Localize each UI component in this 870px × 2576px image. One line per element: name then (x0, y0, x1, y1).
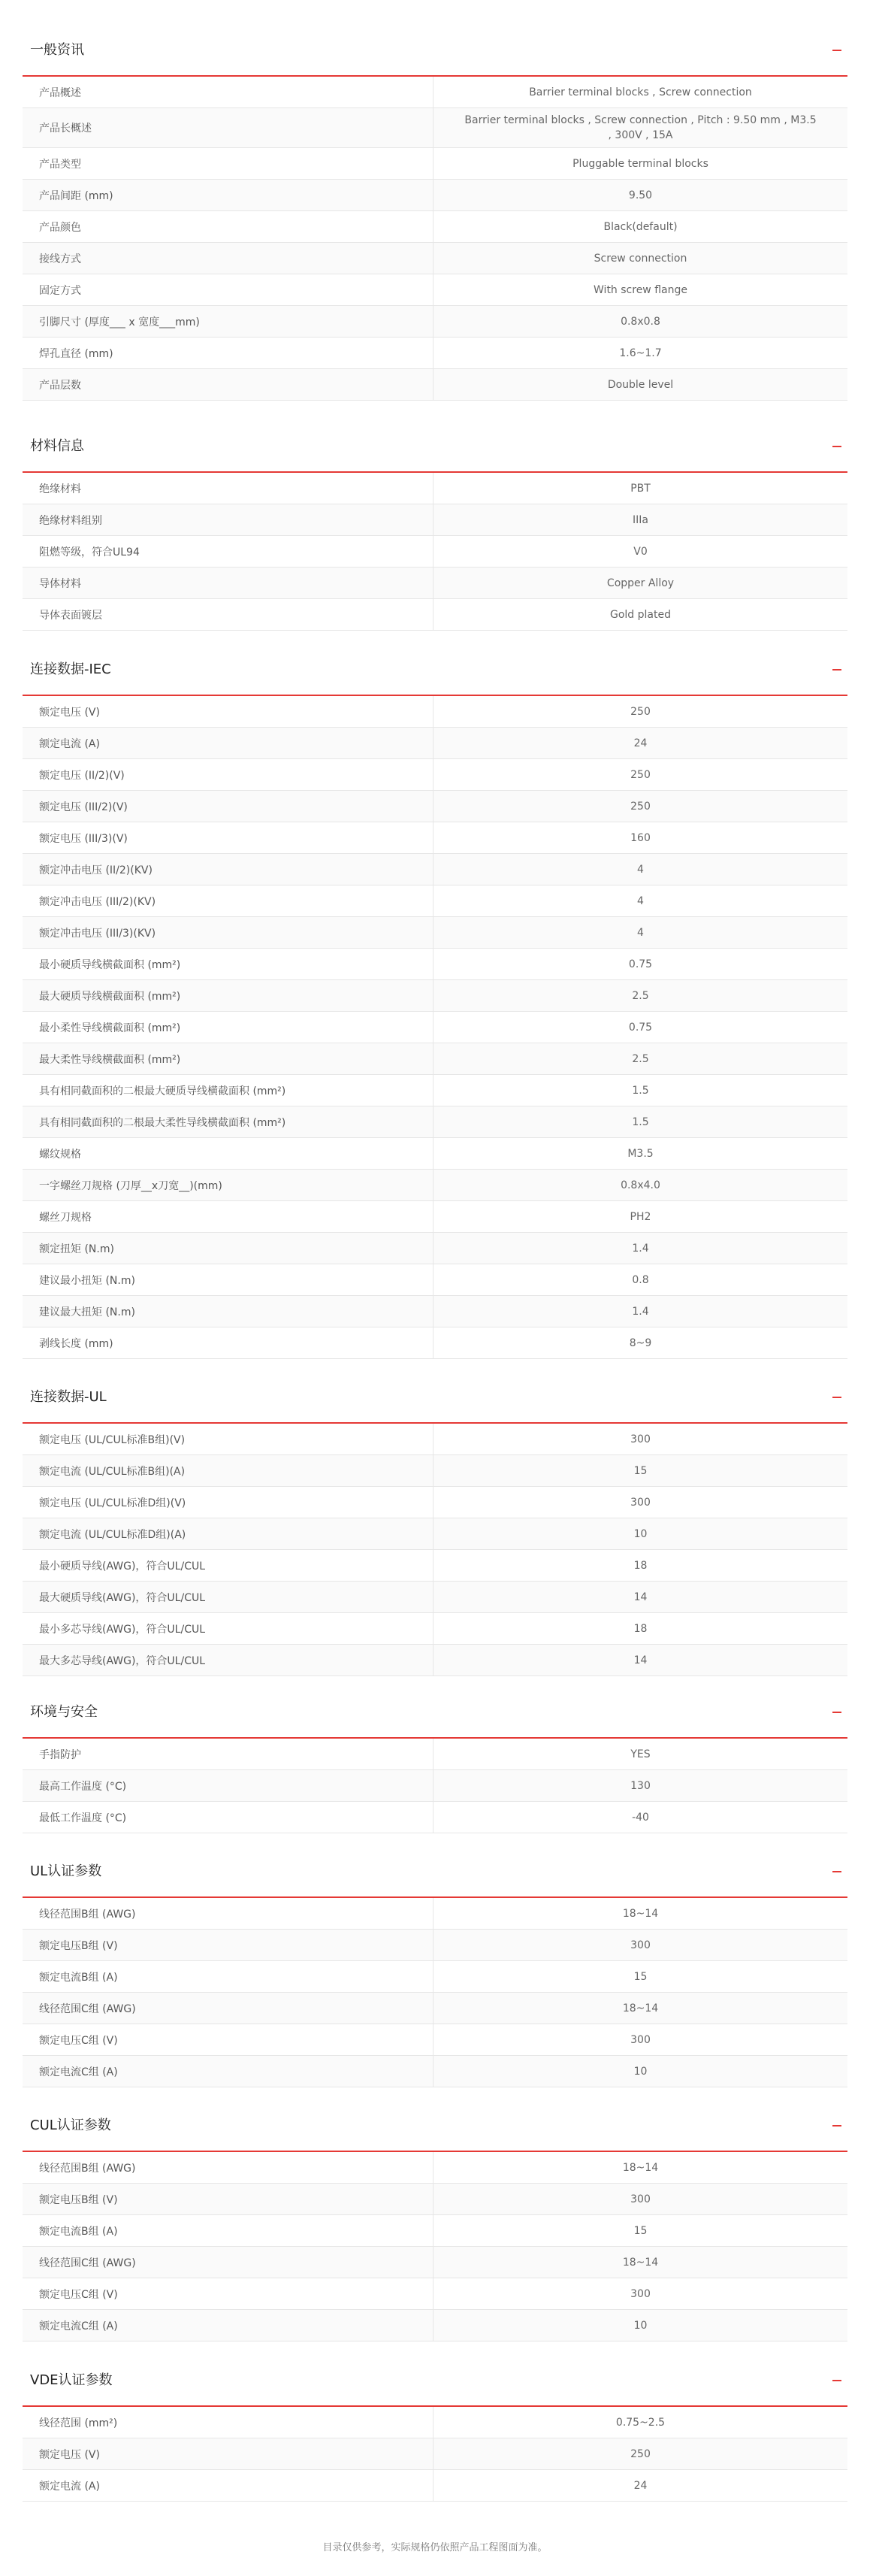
spec-label: 额定电流 (UL/CUL标准B组)(A) (23, 1455, 433, 1487)
spec-label: 额定电压B组 (V) (23, 2184, 433, 2215)
table-row (23, 854, 847, 885)
spec-value: 300 (433, 2184, 848, 2215)
collapse-icon[interactable] (832, 669, 841, 670)
spec-label: 阻燃等级，符合UL94 (23, 536, 433, 568)
table-row (23, 980, 847, 1012)
spec-table (23, 473, 847, 631)
spec-label: 具有相同截面积的二根最大硬质导线横截面积 (mm²) (23, 1075, 433, 1106)
spec-label: 具有相同截面积的二根最大柔性导线横截面积 (mm²) (23, 1106, 433, 1138)
section-header[interactable] (23, 36, 847, 77)
spec-label: 额定冲击电压 (III/3)(KV) (23, 917, 433, 949)
spec-value: 160 (433, 822, 848, 854)
table-row (23, 599, 847, 631)
table-row (23, 1487, 847, 1518)
spec-label: 线径范围B组 (AWG) (23, 2152, 433, 2184)
table-row (23, 949, 847, 980)
spec-label: 最低工作温度 (°C) (23, 1802, 433, 1833)
spec-value: IIIa (433, 504, 848, 536)
spec-label: 固定方式 (23, 274, 433, 306)
disclaimer-text: 目录仅供参考，实际规格仍依照产品工程图面为准。 (322, 2542, 548, 2553)
spec-value: 4 (433, 885, 848, 917)
section-header[interactable] (23, 1383, 847, 1424)
spec-table (23, 696, 847, 1359)
table-row (23, 1012, 847, 1043)
spec-value: 4 (433, 917, 848, 949)
spec-label: 产品概述 (23, 77, 433, 108)
table-row (23, 1518, 847, 1550)
spec-label: 线径范围B组 (AWG) (23, 1898, 433, 1930)
section-header[interactable] (23, 1698, 847, 1739)
table-row (23, 696, 847, 728)
spec-value: 18 (433, 1550, 848, 1582)
collapse-icon[interactable] (832, 446, 841, 447)
table-row (23, 1106, 847, 1138)
spec-value: 9.50 (433, 180, 848, 211)
spec-value: 0.8x4.0 (433, 1170, 848, 1201)
table-row (23, 1613, 847, 1645)
spec-value: 300 (433, 2278, 848, 2310)
spec-label: 接线方式 (23, 243, 433, 274)
table-row (23, 77, 847, 108)
spec-value: 10 (433, 1518, 848, 1550)
spec-value: With screw flange (433, 274, 848, 306)
spec-label: 额定电流 (A) (23, 2470, 433, 2502)
spec-value: Black(default) (433, 211, 848, 243)
table-row (23, 473, 847, 504)
spec-label: 额定电压 (III/2)(V) (23, 791, 433, 822)
spec-table (23, 1739, 847, 1833)
spec-label: 额定电流B组 (A) (23, 1961, 433, 1993)
table-row (23, 148, 847, 180)
section-header[interactable] (23, 432, 847, 473)
spec-value: 0.75 (433, 949, 848, 980)
spec-table (23, 1898, 847, 2087)
spec-label: 最高工作温度 (°C) (23, 1770, 433, 1802)
spec-value: 250 (433, 2438, 848, 2470)
spec-value: 10 (433, 2056, 848, 2087)
spec-value: 15 (433, 1455, 848, 1487)
spec-label: 建议最小扭矩 (N.m) (23, 1264, 433, 1296)
table-row (23, 791, 847, 822)
spec-label: 产品长概述 (23, 108, 433, 148)
spec-label: 一字螺丝刀规格 (刀厚__x刀宽__)(mm) (23, 1170, 433, 1201)
spec-value: Double level (433, 369, 848, 401)
spec-label: 引脚尺寸 (厚度___ x 宽度___mm) (23, 306, 433, 338)
table-row (23, 274, 847, 306)
table-row (23, 2407, 847, 2438)
spec-value: Copper Alloy (433, 568, 848, 599)
spec-value: 250 (433, 759, 848, 791)
table-row (23, 2310, 847, 2341)
table-row (23, 211, 847, 243)
spec-value: 1.5 (433, 1106, 848, 1138)
spec-label: 额定电压 (UL/CUL标准B组)(V) (23, 1424, 433, 1455)
table-row (23, 1582, 847, 1613)
spec-value: 300 (433, 1424, 848, 1455)
spec-value: 15 (433, 2215, 848, 2247)
table-row (23, 1043, 847, 1075)
section-title: 一般资讯 (30, 42, 84, 58)
section-title: 环境与安全 (30, 1704, 98, 1720)
spec-label: 额定电压 (UL/CUL标准D组)(V) (23, 1487, 433, 1518)
spec-label: 螺纹规格 (23, 1138, 433, 1170)
spec-label: 导体材料 (23, 568, 433, 599)
spec-value: 14 (433, 1582, 848, 1613)
spec-value: 0.75~2.5 (433, 2407, 848, 2438)
spec-label: 线径范围 (mm²) (23, 2407, 433, 2438)
section-title: 连接数据-UL (30, 1389, 107, 1405)
spec-label: 额定电流B组 (A) (23, 2215, 433, 2247)
spec-value: 250 (433, 791, 848, 822)
table-row (23, 1327, 847, 1359)
spec-value: 18~14 (433, 2152, 848, 2184)
spec-label: 额定电压 (II/2)(V) (23, 759, 433, 791)
section-title: VDE认证参数 (30, 2372, 113, 2388)
section-connection-ul (23, 1383, 847, 1676)
spec-value: 8~9 (433, 1327, 848, 1359)
spec-value: V0 (433, 536, 848, 568)
spec-table (23, 1424, 847, 1676)
table-row (23, 917, 847, 949)
table-row (23, 2024, 847, 2056)
spec-value: Screw connection (433, 243, 848, 274)
table-row (23, 1550, 847, 1582)
table-row (23, 1170, 847, 1201)
table-row (23, 180, 847, 211)
table-row (23, 504, 847, 536)
collapse-icon[interactable] (832, 2125, 841, 2126)
collapse-icon[interactable] (832, 1871, 841, 1872)
spec-label: 额定电流 (UL/CUL标准D组)(A) (23, 1518, 433, 1550)
spec-value: 1.4 (433, 1296, 848, 1327)
table-row (23, 822, 847, 854)
table-row (23, 536, 847, 568)
table-row (23, 2278, 847, 2310)
collapse-icon[interactable] (832, 2380, 841, 2381)
spec-label: 额定电流C组 (A) (23, 2056, 433, 2087)
table-row (23, 108, 847, 148)
table-row (23, 1645, 847, 1676)
spec-label: 最小硬质导线(AWG)，符合UL/CUL (23, 1550, 433, 1582)
spec-table (23, 77, 847, 401)
spec-label: 额定电压 (V) (23, 696, 433, 728)
spec-value: 2.5 (433, 980, 848, 1012)
table-row (23, 2152, 847, 2184)
spec-value: 14 (433, 1645, 848, 1676)
spec-label: 螺丝刀规格 (23, 1201, 433, 1233)
table-row (23, 338, 847, 369)
spec-table (23, 2152, 847, 2341)
spec-value: M3.5 (433, 1138, 848, 1170)
spec-label: 最小多芯导线(AWG)，符合UL/CUL (23, 1613, 433, 1645)
table-row (23, 2247, 847, 2278)
spec-value: 24 (433, 2470, 848, 2502)
table-row (23, 369, 847, 401)
spec-label: 额定电压 (III/3)(V) (23, 822, 433, 854)
spec-label: 额定电压B组 (V) (23, 1930, 433, 1961)
table-row (23, 1802, 847, 1833)
section-title: 材料信息 (30, 438, 84, 454)
spec-value: 1.6~1.7 (433, 338, 848, 369)
table-row (23, 2215, 847, 2247)
spec-label: 最大硬质导线横截面积 (mm²) (23, 980, 433, 1012)
spec-value: 1.5 (433, 1075, 848, 1106)
section-material-info (23, 432, 847, 631)
table-row (23, 306, 847, 338)
spec-value: 18~14 (433, 1993, 848, 2024)
spec-label: 额定电压C组 (V) (23, 2278, 433, 2310)
section-general-info (23, 36, 847, 401)
table-row (23, 1233, 847, 1264)
spec-label: 线径范围C组 (AWG) (23, 1993, 433, 2024)
section-ul-certification (23, 1857, 847, 2087)
spec-label: 剥线长度 (mm) (23, 1327, 433, 1359)
table-row (23, 1296, 847, 1327)
spec-value: PBT (433, 473, 848, 504)
table-row (23, 243, 847, 274)
spec-value: YES (433, 1739, 848, 1770)
table-row (23, 1770, 847, 1802)
spec-value: -40 (433, 1802, 848, 1833)
spec-label: 绝缘材料 (23, 473, 433, 504)
table-row (23, 1201, 847, 1233)
table-row (23, 885, 847, 917)
section-cul-certification (23, 2111, 847, 2341)
spec-value: 10 (433, 2310, 848, 2341)
spec-label: 线径范围C组 (AWG) (23, 2247, 433, 2278)
spec-label: 产品颜色 (23, 211, 433, 243)
spec-label: 额定电流 (A) (23, 728, 433, 759)
section-title: CUL认证参数 (30, 2117, 111, 2133)
spec-label: 手指防护 (23, 1739, 433, 1770)
spec-value: 1.4 (433, 1233, 848, 1264)
spec-label: 额定电压 (V) (23, 2438, 433, 2470)
section-connection-iec (23, 655, 847, 1359)
spec-label: 导体表面镀层 (23, 599, 433, 631)
table-row (23, 1264, 847, 1296)
spec-label: 额定电流C组 (A) (23, 2310, 433, 2341)
section-header[interactable] (23, 1857, 847, 1898)
spec-value: 130 (433, 1770, 848, 1802)
spec-value: Gold plated (433, 599, 848, 631)
section-title: UL认证参数 (30, 1863, 102, 1879)
spec-value: 4 (433, 854, 848, 885)
table-row (23, 1424, 847, 1455)
spec-value: Pluggable terminal blocks (433, 148, 848, 180)
spec-value: 300 (433, 2024, 848, 2056)
table-row (23, 1898, 847, 1930)
spec-value: PH2 (433, 1201, 848, 1233)
spec-label: 最小硬质导线横截面积 (mm²) (23, 949, 433, 980)
spec-value: 0.8 (433, 1264, 848, 1296)
table-row (23, 1739, 847, 1770)
table-row (23, 1961, 847, 1993)
spec-value: 250 (433, 696, 848, 728)
spec-label: 产品间距 (mm) (23, 180, 433, 211)
spec-value: 2.5 (433, 1043, 848, 1075)
table-row (23, 1930, 847, 1961)
section-environment-safety (23, 1698, 847, 1833)
spec-value: 18 (433, 1613, 848, 1645)
spec-value: 15 (433, 1961, 848, 1993)
table-row (23, 2184, 847, 2215)
collapse-icon[interactable] (832, 1397, 841, 1398)
spec-value: 300 (433, 1930, 848, 1961)
table-row (23, 2056, 847, 2087)
section-title: 连接数据-IEC (30, 661, 111, 677)
spec-label: 最小柔性导线横截面积 (mm²) (23, 1012, 433, 1043)
spec-label: 产品类型 (23, 148, 433, 180)
spec-label: 额定冲击电压 (III/2)(KV) (23, 885, 433, 917)
spec-table (23, 2407, 847, 2502)
table-row (23, 2470, 847, 2502)
spec-label: 额定冲击电压 (II/2)(KV) (23, 854, 433, 885)
spec-value: 18~14 (433, 2247, 848, 2278)
spec-value: Barrier terminal blocks , Screw connection , Pitch : 9.50 mm , M3.5 , 300V , 15A (433, 108, 848, 148)
section-header[interactable] (23, 2366, 847, 2407)
table-row (23, 759, 847, 791)
table-row (23, 2438, 847, 2470)
spec-label: 焊孔直径 (mm) (23, 338, 433, 369)
collapse-icon[interactable] (832, 50, 841, 51)
spec-label: 最大硬质导线(AWG)，符合UL/CUL (23, 1582, 433, 1613)
spec-label: 最大多芯导线(AWG)，符合UL/CUL (23, 1645, 433, 1676)
spec-value: 18~14 (433, 1898, 848, 1930)
spec-label: 产品层数 (23, 369, 433, 401)
table-row (23, 568, 847, 599)
spec-label: 绝缘材料组别 (23, 504, 433, 536)
collapse-icon[interactable] (832, 1712, 841, 1713)
spec-value: 0.75 (433, 1012, 848, 1043)
table-row (23, 728, 847, 759)
spec-label: 额定扭矩 (N.m) (23, 1233, 433, 1264)
spec-label: 额定电压C组 (V) (23, 2024, 433, 2056)
spec-value: 24 (433, 728, 848, 759)
spec-label: 建议最大扭矩 (N.m) (23, 1296, 433, 1327)
table-row (23, 1075, 847, 1106)
section-header[interactable] (23, 2111, 847, 2152)
spec-value: 0.8x0.8 (433, 306, 848, 338)
table-row (23, 1138, 847, 1170)
table-row (23, 1993, 847, 2024)
section-header[interactable] (23, 655, 847, 696)
spec-value: 300 (433, 1487, 848, 1518)
section-vde-certification (23, 2366, 847, 2502)
spec-value: Barrier terminal blocks , Screw connection (433, 77, 848, 108)
table-row (23, 1455, 847, 1487)
spec-label: 最大柔性导线横截面积 (mm²) (23, 1043, 433, 1075)
